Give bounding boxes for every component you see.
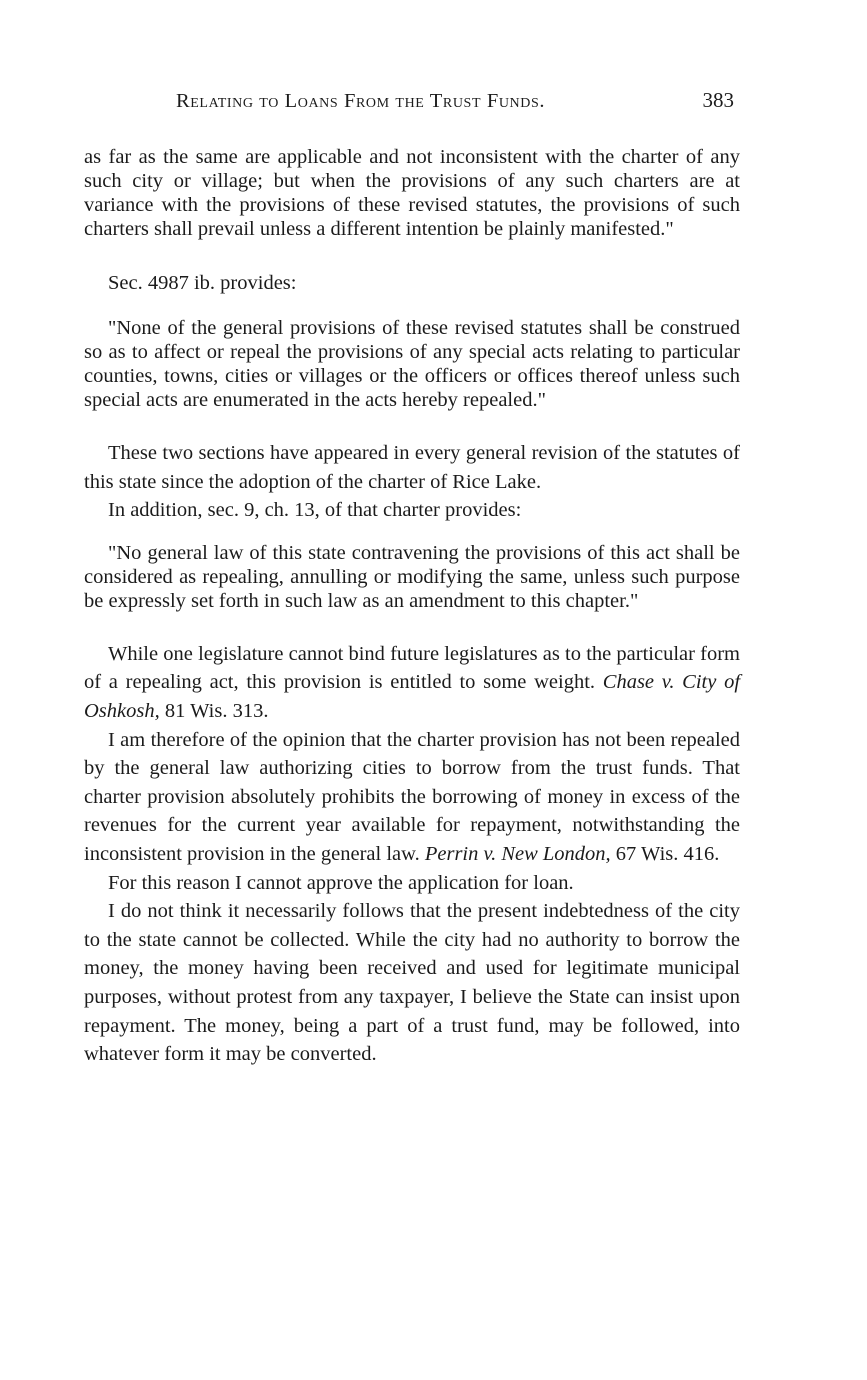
- paragraph-charter-intro: In addition, sec. 9, ch. 13, of that charter provides:: [108, 499, 522, 522]
- paragraph-section-quote: "None of the general provisions of these revised statutes shall be construed so as to affect or repeal the provisions of any special acts relating to particular counties, towns, cities or villages or the officers or offices thereof unless such special acts are enumerated in the acts hereby repealed.": [84, 317, 740, 411]
- paragraph-opinion-text: I am therefore of the opinion that the charter provision has not been repealed by the general law authorizing cities to borrow from the trust funds. That charter provision absolutely prohibits the borrowing of money in excess of the revenues for the current year available for repayment, notwithstanding the inconsistent provision in the general law.: [84, 728, 740, 865]
- paragraph-sections-history: These two sections have appeared in every general revision of the statutes of this state since the adoption of the charter of Rice Lake.: [84, 442, 740, 493]
- paragraph-weight-text: While one legislature cannot bind future legislatures as to the particular form of a repealing act, this provision is entitled to some weight.: [84, 642, 740, 694]
- paragraph-conclusion: For this reason I cannot approve the application for loan.: [108, 871, 574, 894]
- document-page: [84, 86, 740, 1069]
- paragraph-section-intro: Sec. 4987 ib. provides:: [108, 272, 297, 294]
- paragraph-weight: [84, 640, 740, 726]
- paragraph-repayment: I do not think it necessarily follows that the present indebtedness of the city to the state cannot be collected. While the city had no authority to borrow the money, the money having been received and used for legitimate municipal purposes, without protest from any taxpayer, I believe the State can insist upon repayment. The money, being a part of a trust fund, may be followed, into whatever form it may be converted.: [84, 900, 740, 1066]
- citation-reporter: 67 Wis. 416.: [615, 842, 720, 865]
- paragraph-charter-quote: "No general law of this state contravening the provisions of this act shall be considered as repealing, annulling or modifying the same, unless such purpose be expressly set forth in such law as an amendment to this chapter.": [84, 541, 740, 612]
- paragraph-continued-quote: as far as the same are applicable and not inconsistent with the charter of any such city or village; but when the provisions of any such charters are at variance with the provisions of these revised statutes, the provisions of such charters shall prevail unless a different intention be plainly manifested.": [84, 146, 740, 240]
- running-header: [84, 86, 740, 114]
- paragraph-opinion: [84, 726, 740, 869]
- case-citation-perrin: Perrin v. New London,: [424, 842, 611, 865]
- running-title: Relating to Loans From the Trust Funds.: [176, 90, 546, 112]
- citation-reporter: 81 Wis. 313.: [164, 699, 269, 722]
- case-citation-chase: Chase v. City of Oshkosh,: [84, 671, 741, 722]
- page-number: 383: [702, 88, 734, 112]
